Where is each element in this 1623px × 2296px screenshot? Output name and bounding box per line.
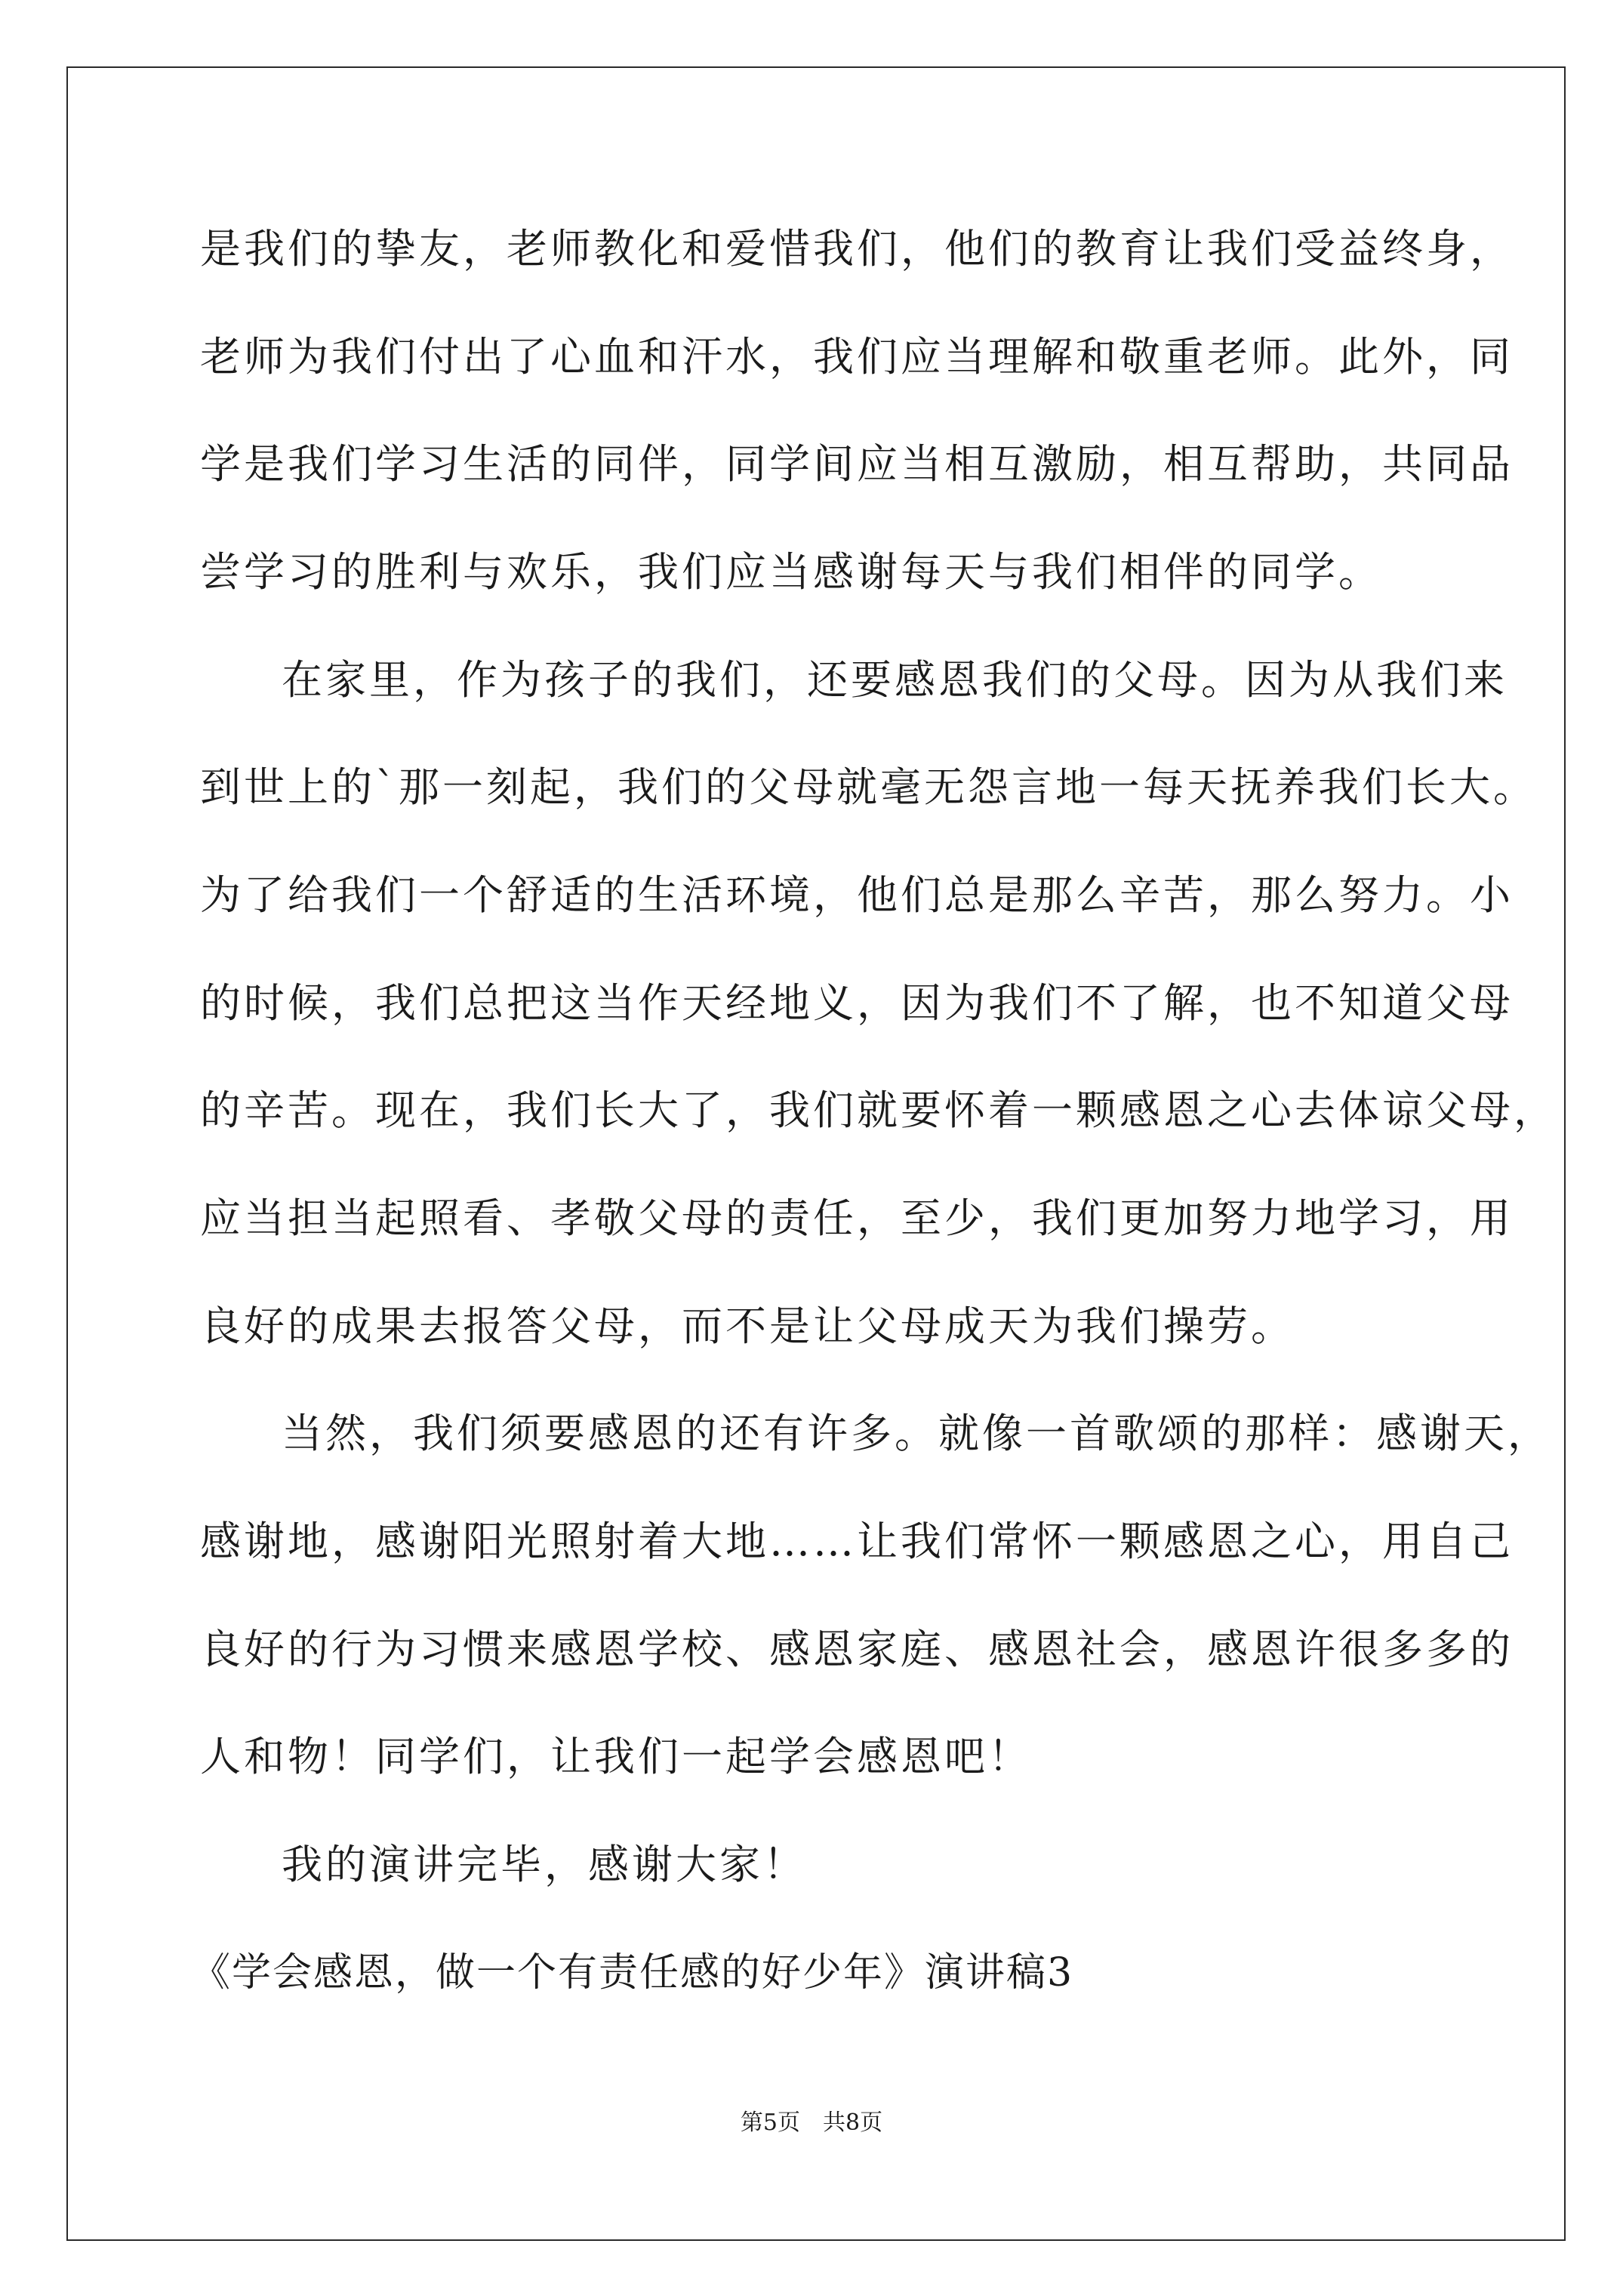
- body-line-10: 应当担当起照看、孝敬父母的责任，至少，我们更加努力地学习，用: [200, 1194, 1514, 1242]
- body-line-3: 学是我们学习生活的同伴，同学间应当相互激励，相互帮助，共同品: [200, 440, 1514, 488]
- body-line-13: 感谢地，感谢阳光照射着大地……让我们常怀一颗感恩之心，用自己: [200, 1518, 1514, 1565]
- body-line-6: 到世上的`那一刻起，我们的父母就毫无怨言地一每天抚养我们长大。: [200, 763, 1537, 811]
- body-line-8: 的时候，我们总把这当作天经地义，因为我们不了解，也不知道父母: [200, 979, 1514, 1027]
- paragraph-start-line-5: 在家里，作为孩子的我们，还要感恩我们的父母。因为从我们来: [282, 656, 1508, 704]
- body-line-7: 为了给我们一个舒适的生活环境，他们总是那么辛苦，那么努力。小: [200, 871, 1514, 919]
- body-line-14: 良好的行为习惯来感恩学校、感恩家庭、感恩社会，感恩许很多多的: [200, 1626, 1514, 1673]
- body-line-4: 尝学习的胜利与欢乐，我们应当感谢每天与我们相伴的同学。: [200, 548, 1382, 596]
- paragraph-start-line-12: 当然，我们须要感恩的还有许多。就像一首歌颂的那样：感谢天，: [282, 1410, 1551, 1457]
- body-line-11: 良好的成果去报答父母，而不是让父母成天为我们操劳。: [200, 1302, 1295, 1350]
- body-line-2: 老师为我们付出了心血和汗水，我们应当理解和敬重老师。此外，同: [200, 333, 1514, 381]
- body-line-1: 是我们的挚友，老师教化和爱惜我们，他们的教育让我们受益终身，: [200, 225, 1514, 273]
- next-section-title: 《学会感恩，做一个有责任感的好少年》演讲稿3: [191, 1950, 1074, 1996]
- closing-line: 我的演讲完毕，感谢大家！: [282, 1841, 807, 1888]
- page-border: [66, 66, 1566, 2241]
- body-line-9: 的辛苦。现在，我们长大了，我们就要怀着一颗感恩之心去体谅父母，: [200, 1086, 1557, 1134]
- body-line-15: 人和物！同学们，让我们一起学会感恩吧！: [200, 1733, 1032, 1780]
- page-number-footer: 第5页 共8页: [740, 2110, 883, 2136]
